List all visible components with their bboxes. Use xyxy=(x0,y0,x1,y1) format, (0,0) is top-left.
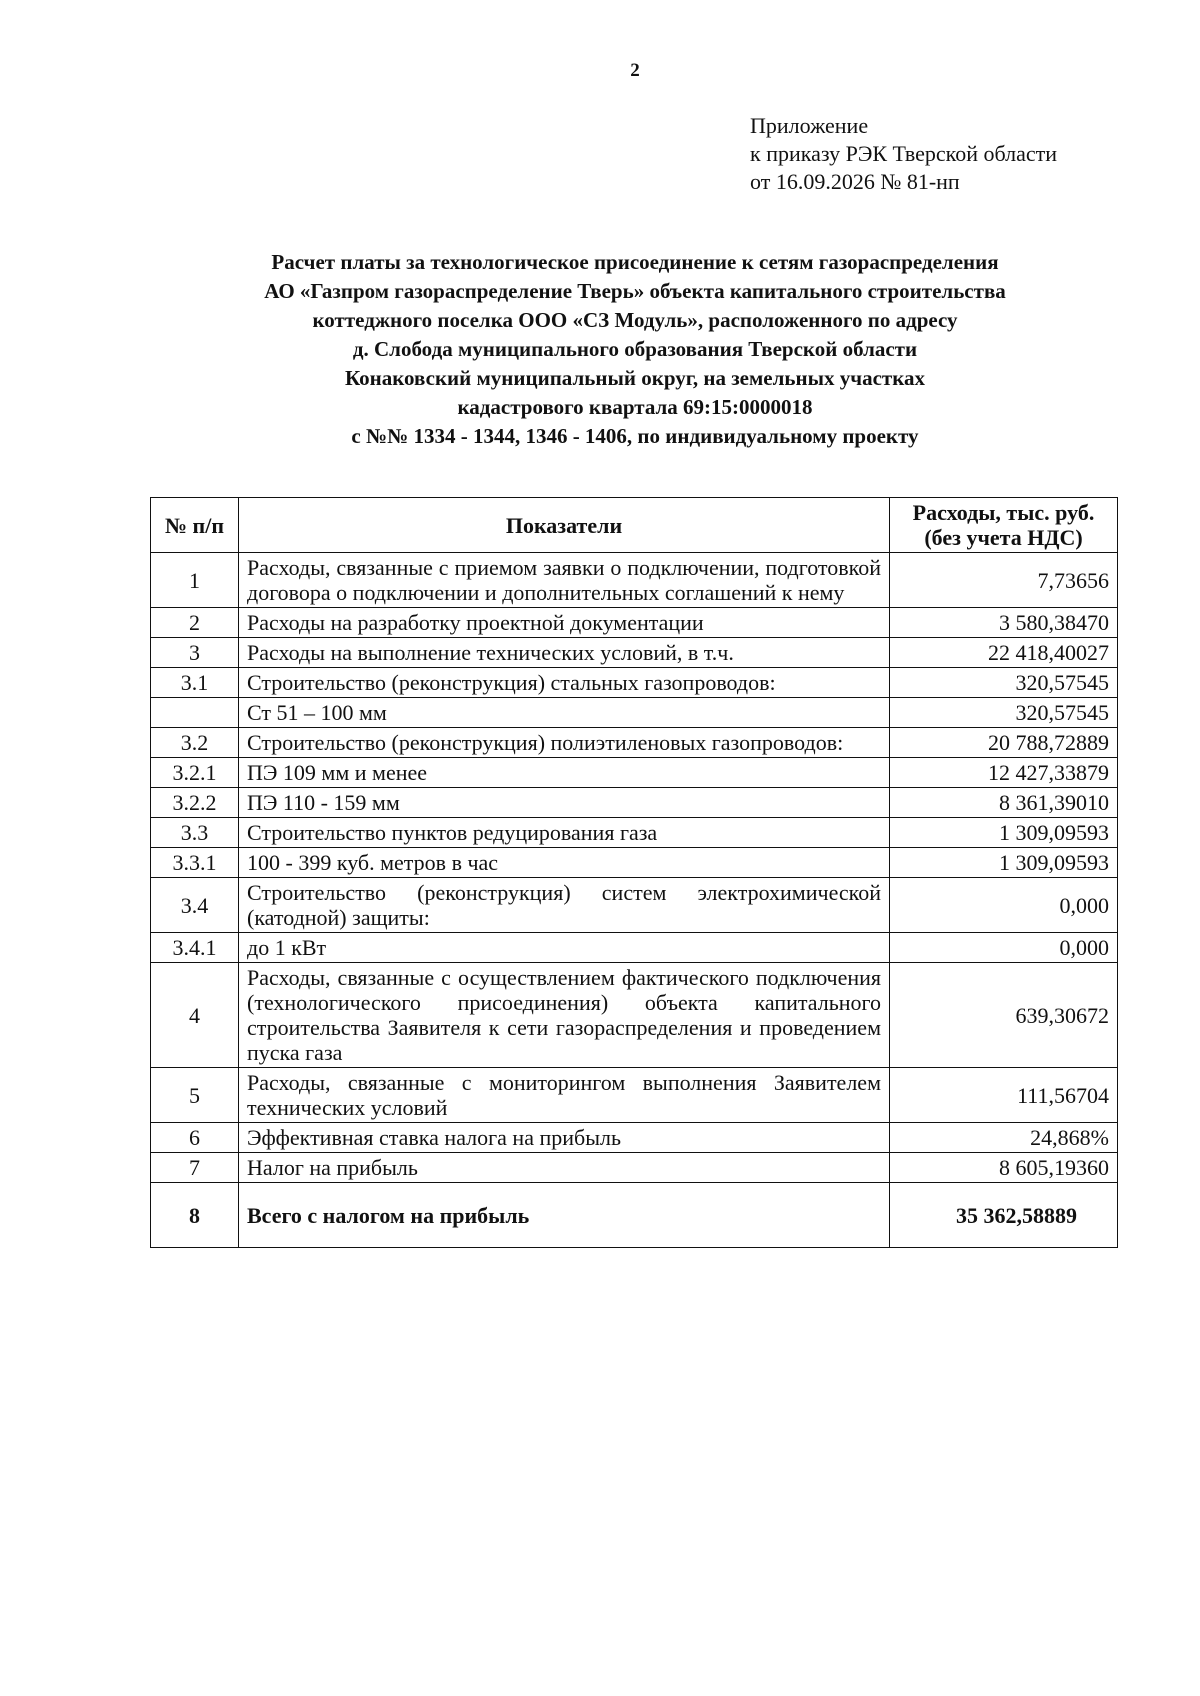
row-indicator: Расходы на разработку проектной документации xyxy=(239,608,890,638)
title-line: коттеджного поселка ООО «СЗ Модуль», расположенного по адресу xyxy=(312,308,958,332)
title-line: АО «Газпром газораспределение Тверь» объекта капитального строительства xyxy=(264,279,1006,303)
row-num: 3.2.2 xyxy=(151,788,239,818)
row-num: 3.3.1 xyxy=(151,848,239,878)
row-value: 20 788,72889 xyxy=(890,728,1118,758)
row-value: 0,000 xyxy=(890,933,1118,963)
row-value: 3 580,38470 xyxy=(890,608,1118,638)
row-num: 3.4.1 xyxy=(151,933,239,963)
table-row xyxy=(151,608,1118,638)
row-indicator: ПЭ 110 - 159 мм xyxy=(239,788,890,818)
row-indicator: Строительство (реконструкция) стальных газопроводов: xyxy=(239,668,890,698)
header-cost-line1: Расходы, тыс. руб. xyxy=(912,500,1095,525)
row-num: 3.2 xyxy=(151,728,239,758)
row-indicator: Расходы, связанные с мониторингом выполнения Заявителем технических условий xyxy=(239,1068,890,1123)
row-value: 0,000 xyxy=(890,878,1118,933)
row-indicator: Расходы, связанные с приемом заявки о подключении, подготовкой договора о подключении и дополнительных соглашений к нему xyxy=(239,553,890,608)
table-row xyxy=(151,1068,1118,1123)
row-num: 1 xyxy=(151,553,239,608)
row-indicator: Строительство (реконструкция) полиэтиленовых газопроводов: xyxy=(239,728,890,758)
appendix-reference xyxy=(750,112,1057,196)
table-row xyxy=(151,728,1118,758)
row-indicator: до 1 кВт xyxy=(239,933,890,963)
row-value: 1 309,09593 xyxy=(890,848,1118,878)
row-indicator: Строительство (реконструкция) систем электрохимической (катодной) защиты: xyxy=(239,878,890,933)
appendix-order: к приказу РЭК Тверской области xyxy=(750,141,1058,166)
title-line: Расчет платы за технологическое присоединение к сетям газораспределения xyxy=(271,250,999,274)
table-row xyxy=(151,963,1118,1068)
row-value: 8 605,19360 xyxy=(890,1153,1118,1183)
row-indicator: Расходы на выполнение технических условий, в т.ч. xyxy=(239,638,890,668)
table-row xyxy=(151,818,1118,848)
row-value: 12 427,33879 xyxy=(890,758,1118,788)
row-num: 3.1 xyxy=(151,668,239,698)
table-row xyxy=(151,1153,1118,1183)
table-row-total xyxy=(151,1183,1118,1248)
row-num xyxy=(151,698,239,728)
title-line: кадастрового квартала 69:15:0000018 xyxy=(457,395,813,419)
row-num: 3.4 xyxy=(151,878,239,933)
title-line: Конаковский муниципальный округ, на земельных участках xyxy=(344,366,926,390)
row-indicator: Всего с налогом на прибыль xyxy=(239,1183,890,1248)
appendix-label: Приложение xyxy=(750,113,869,138)
row-indicator: ПЭ 109 мм и менее xyxy=(239,758,890,788)
row-value: 22 418,40027 xyxy=(890,638,1118,668)
table-row xyxy=(151,698,1118,728)
row-value: 35 362,58889 xyxy=(890,1183,1118,1248)
row-indicator: Ст 51 – 100 мм xyxy=(239,698,890,728)
row-num: 5 xyxy=(151,1068,239,1123)
title-line: д. Слобода муниципального образования Тверской области xyxy=(352,337,918,361)
table-row xyxy=(151,1123,1118,1153)
table-row xyxy=(151,668,1118,698)
page-number: 2 xyxy=(630,60,640,81)
row-value: 24,868% xyxy=(890,1123,1118,1153)
row-value: 639,30672 xyxy=(890,963,1118,1068)
row-num: 2 xyxy=(151,608,239,638)
row-indicator: Расходы, связанные с осуществлением фактического подключения (технологического присоединения) объекта капитального строительства Заявителя к сети газораспределения и проведением пуска газа xyxy=(239,963,890,1068)
row-value: 8 361,39010 xyxy=(890,788,1118,818)
table-row xyxy=(151,878,1118,933)
title-line: с №№ 1334 - 1344, 1346 - 1406, по индивидуальному проекту xyxy=(351,424,919,448)
header-indicator: Показатели xyxy=(239,498,890,553)
table-row xyxy=(151,758,1118,788)
row-value: 7,73656 xyxy=(890,553,1118,608)
table-row xyxy=(151,638,1118,668)
row-num: 4 xyxy=(151,963,239,1068)
header-cost-line2: (без учета НДС) xyxy=(924,525,1083,550)
row-indicator: Строительство пунктов редуцирования газа xyxy=(239,818,890,848)
table-row xyxy=(151,788,1118,818)
table-header-row xyxy=(151,498,1118,553)
row-num: 3.3 xyxy=(151,818,239,848)
row-value: 320,57545 xyxy=(890,668,1118,698)
header-num: № п/п xyxy=(151,498,239,553)
header-cost xyxy=(890,498,1118,553)
row-indicator: Эффективная ставка налога на прибыль xyxy=(239,1123,890,1153)
appendix-date: от 16.09.2026 № 81-нп xyxy=(750,169,960,194)
row-indicator: Налог на прибыль xyxy=(239,1153,890,1183)
row-value: 1 309,09593 xyxy=(890,818,1118,848)
row-value: 320,57545 xyxy=(890,698,1118,728)
row-num: 8 xyxy=(151,1183,239,1248)
row-indicator: 100 - 399 куб. метров в час xyxy=(239,848,890,878)
row-num: 3.2.1 xyxy=(151,758,239,788)
table-row xyxy=(151,553,1118,608)
row-num: 6 xyxy=(151,1123,239,1153)
table-row xyxy=(151,933,1118,963)
cost-table xyxy=(150,497,1118,1248)
table-row xyxy=(151,848,1118,878)
row-num: 7 xyxy=(151,1153,239,1183)
row-value: 111,56704 xyxy=(890,1068,1118,1123)
row-num: 3 xyxy=(151,638,239,668)
document-title xyxy=(150,248,1120,451)
